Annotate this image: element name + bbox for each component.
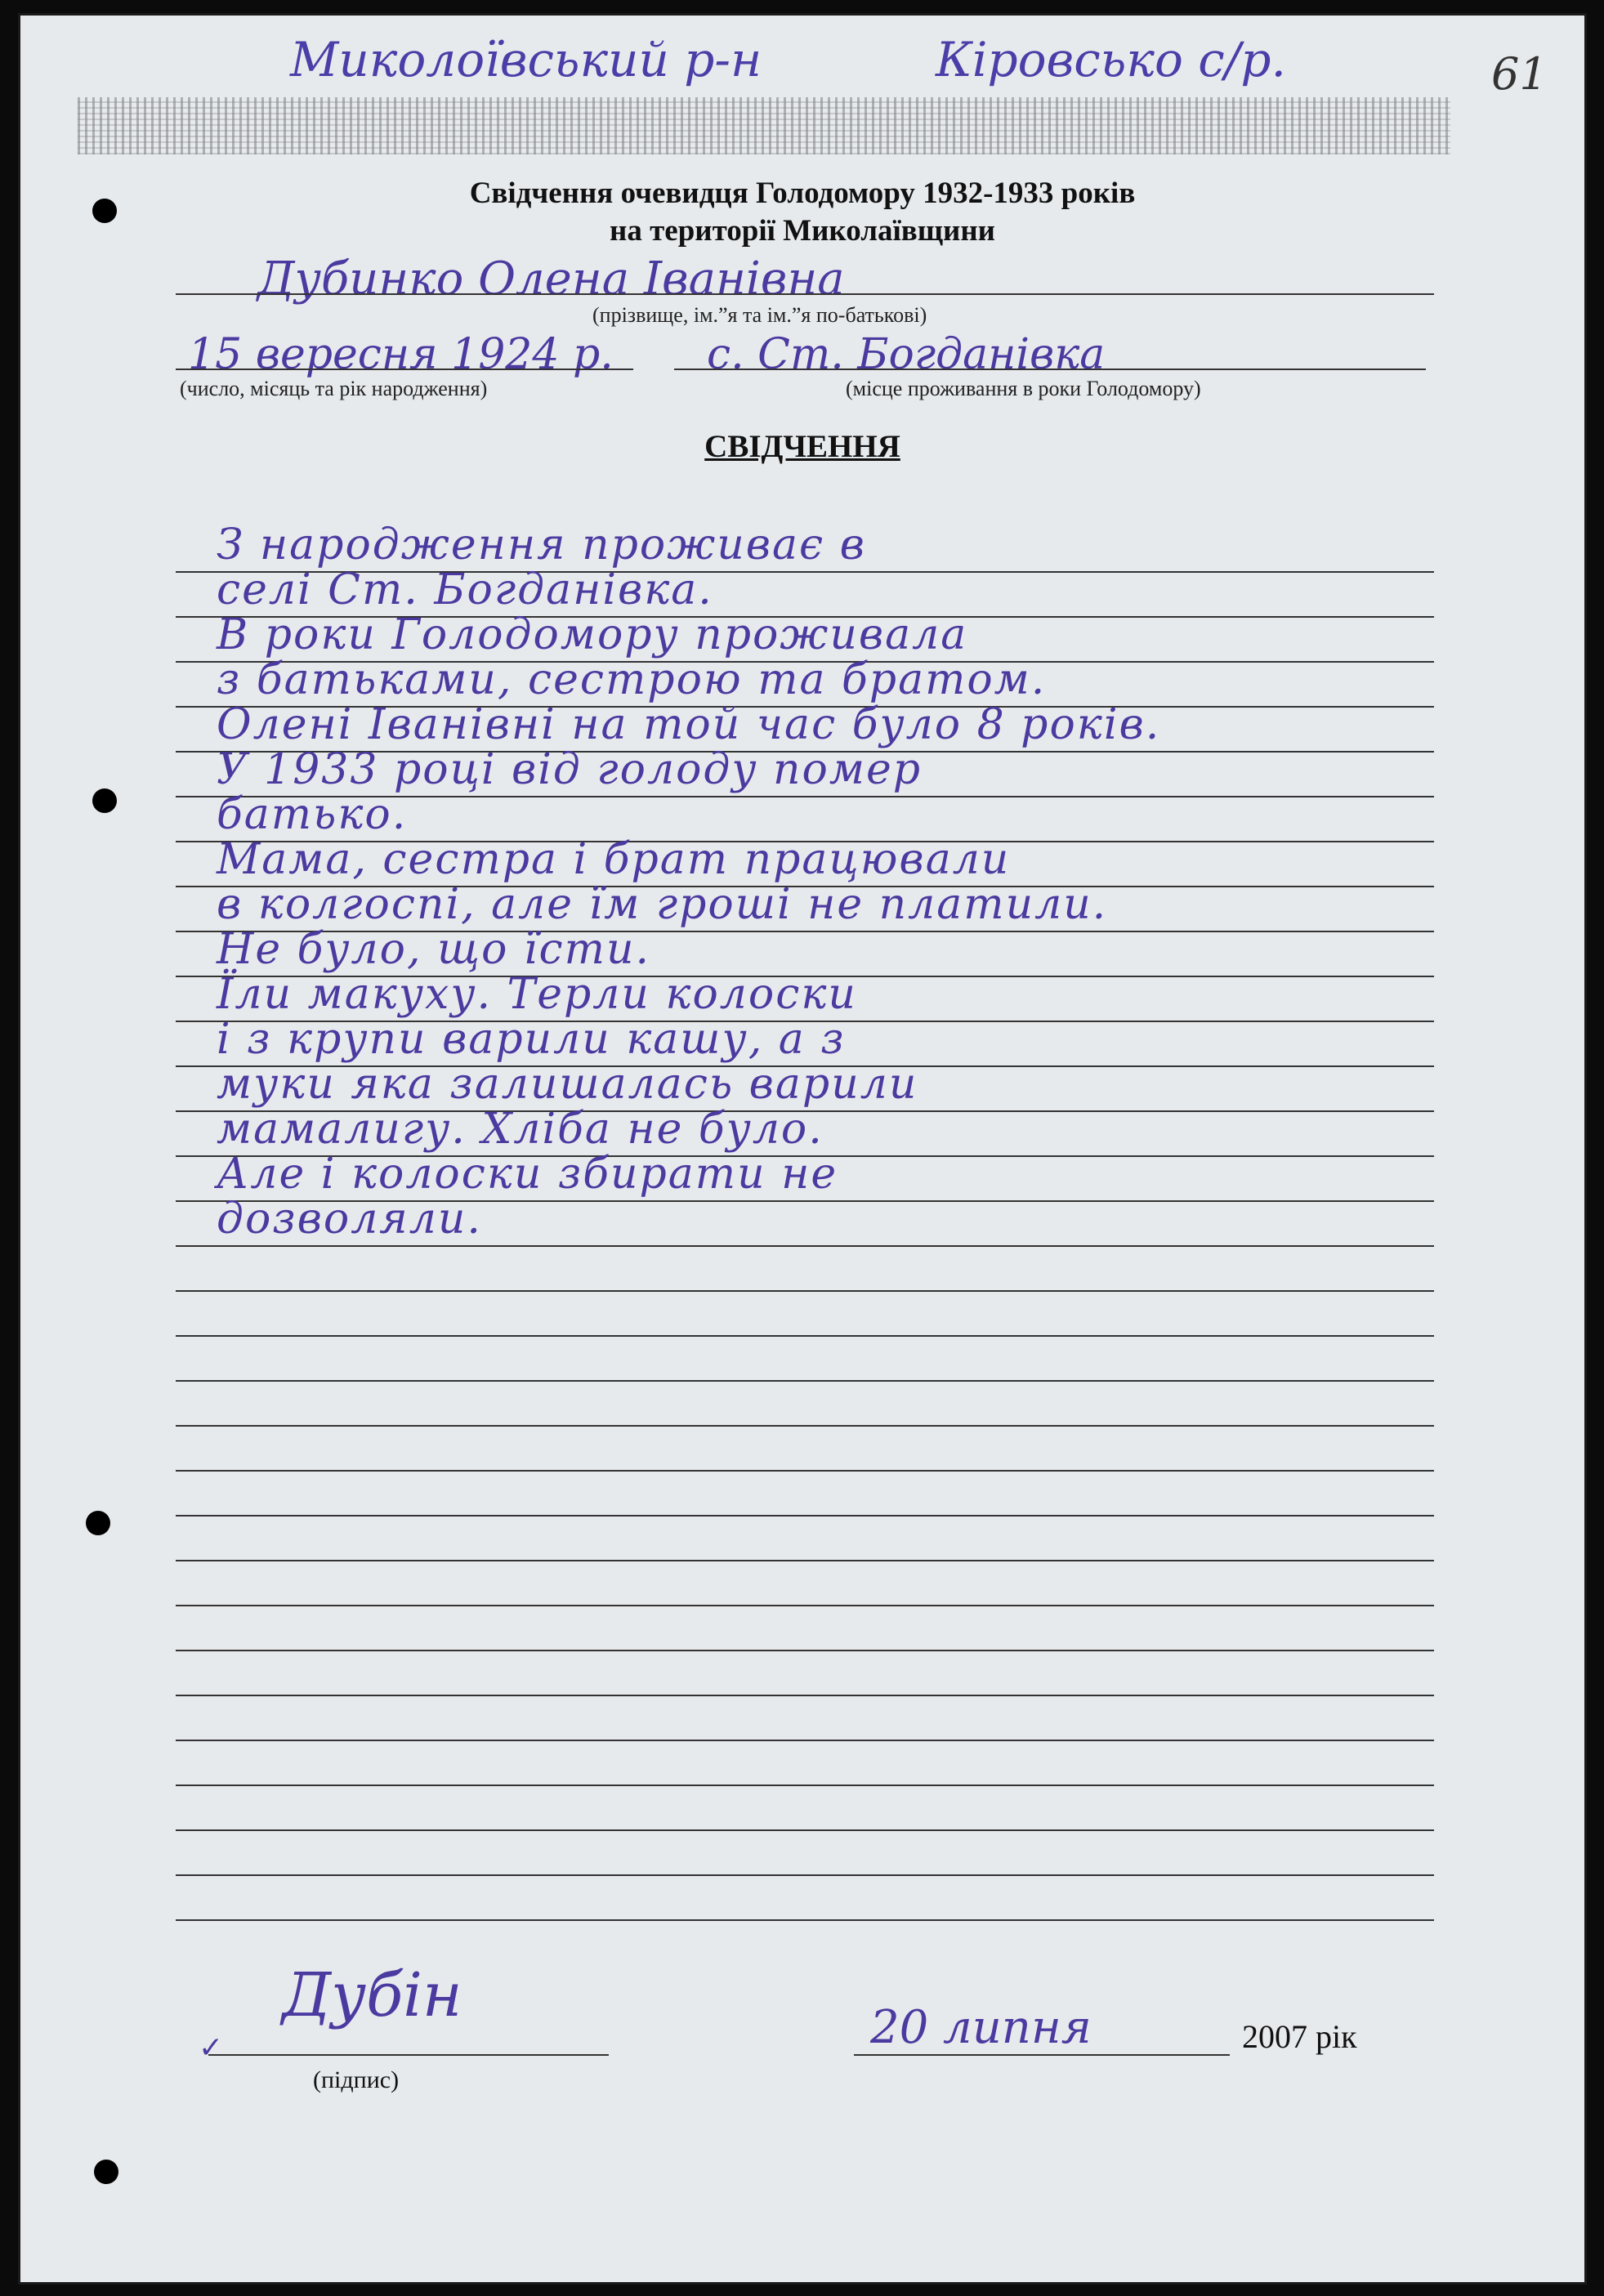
- testimony-line: Не було, що їсти.: [217, 925, 650, 974]
- testimony-line: батько.: [217, 790, 408, 839]
- signature-underline: [208, 2054, 609, 2056]
- testimony-line: мамалигу. Хліба не було.: [217, 1105, 824, 1154]
- ruled-line: [176, 1605, 1434, 1606]
- testimony-line: Їли макуху. Терли колоски: [217, 970, 857, 1019]
- ruled-line: [176, 1785, 1434, 1786]
- year-printed: 2007 рік: [1242, 2018, 1357, 2055]
- scan-noise-band: [78, 97, 1450, 154]
- testimony-line: Олені Іванівні на той час було 8 років.: [217, 700, 1161, 749]
- ruled-line: [176, 1560, 1434, 1561]
- punch-hole-upper: [92, 788, 117, 813]
- testimony-line: муки яка залишалась варили: [217, 1060, 918, 1109]
- ruled-line: [176, 1335, 1434, 1337]
- document-page: [18, 13, 1587, 2285]
- ruled-line: [176, 1874, 1434, 1876]
- testimony-line: Мама, сестра і брат працювали: [217, 835, 1011, 884]
- name-caption: (прізвище, ім.”я та ім.”я по-батькові): [592, 303, 927, 327]
- document-title-line2: на території Миколаївщини: [610, 214, 995, 248]
- testimony-line: Але і колоски збирати не: [217, 1150, 838, 1199]
- handwritten-region: Миколоївський р-н: [290, 32, 762, 87]
- residence-underline: [674, 369, 1426, 370]
- document-title-line1: Свідчення очевидця Голодомору 1932-1933 років: [469, 176, 1136, 210]
- testimony-line: селі Ст. Богданівка.: [217, 565, 713, 614]
- ruled-line: [176, 1829, 1434, 1831]
- testimony-line: В роки Голодомору проживала: [217, 610, 968, 659]
- ruled-line: [176, 1425, 1434, 1427]
- testimony-line: З народження проживає в: [217, 520, 866, 570]
- ruled-line: [176, 1919, 1434, 1921]
- date-handwritten: 20 липня: [870, 2001, 1092, 2054]
- residence: с. Ст. Богданівка: [707, 330, 1106, 379]
- ruled-line: [176, 1650, 1434, 1651]
- testimony-line: і з крупи варили кашу, а з: [217, 1015, 846, 1064]
- testimony-line: дозволяли.: [217, 1195, 482, 1244]
- ruled-line: [176, 1470, 1434, 1472]
- testimony-heading: СВІДЧЕННЯ: [704, 429, 900, 464]
- page-number: 61: [1491, 48, 1548, 100]
- ruled-line: [176, 1245, 1434, 1247]
- ruled-line: [176, 1290, 1434, 1292]
- ruled-line: [176, 1380, 1434, 1382]
- signature: Дубін: [282, 1960, 462, 2030]
- punch-hole-bottom: [94, 2160, 118, 2184]
- name-underline: [176, 293, 1434, 295]
- ruled-line: [176, 1740, 1434, 1741]
- witness-full-name: Дубинко Олена Іванівна: [257, 252, 845, 306]
- residence-caption: (місце проживання в роки Голодомору): [846, 377, 1201, 400]
- testimony-line: з батьками, сестрою та братом.: [217, 655, 1047, 704]
- date-underline: [854, 2054, 1230, 2056]
- birth-date: 15 вересня 1924 р.: [188, 330, 614, 379]
- testimony-line: У 1933 році від голоду помер: [217, 745, 923, 794]
- check-mark: ✓: [199, 2031, 224, 2064]
- ruled-line: [176, 1515, 1434, 1517]
- birth-date-underline: [176, 369, 633, 370]
- birth-date-caption: (число, місяць та рік народження): [180, 377, 488, 400]
- ruled-line: [176, 1695, 1434, 1696]
- punch-hole-lower: [86, 1511, 110, 1535]
- signature-caption: (підпис): [313, 2066, 400, 2093]
- handwritten-village: Кіровсько с/р.: [936, 32, 1286, 87]
- testimony-line: в колгоспі, але їм гроші не платили.: [217, 880, 1108, 929]
